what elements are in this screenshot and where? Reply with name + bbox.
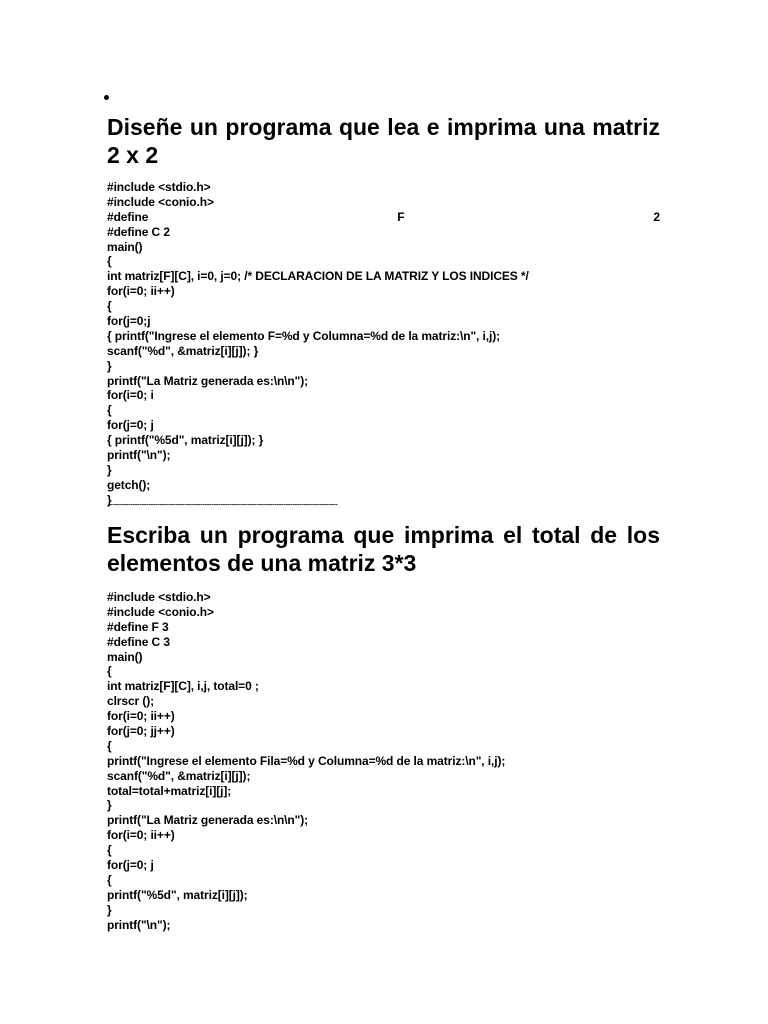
code-line: #define F 3	[107, 619, 169, 634]
code-line: }	[107, 462, 112, 477]
code-line: #define C 3	[107, 634, 170, 649]
section1-code	[107, 180, 667, 508]
code-line: total=total+matriz[i][j];	[107, 783, 232, 798]
code-line: #include <conio.h>	[107, 604, 214, 619]
code-line: {	[107, 254, 112, 269]
separator-line: ******************************************************************************************************	[107, 504, 337, 510]
section2-code	[107, 590, 667, 932]
define-row	[107, 210, 660, 225]
code-line: #include <stdio.h>	[107, 590, 211, 604]
code-line: for(j=0; jj++)	[107, 724, 175, 739]
code-line: #include <stdio.h>	[107, 180, 211, 194]
code-line: #include <conio.h>	[107, 194, 214, 209]
code-line: for(i=0; ii++)	[107, 709, 175, 724]
code-line: scanf("%d", &matriz[i][j]); }	[107, 343, 259, 358]
code-line: {	[107, 299, 112, 314]
code-line: main()	[107, 239, 143, 254]
code-line: #define C 2	[107, 224, 170, 239]
code-line: }	[107, 902, 112, 917]
code-line: scanf("%d", &matriz[i][j]);	[107, 768, 251, 783]
code-line: }	[107, 358, 112, 373]
code-line: {	[107, 738, 112, 753]
define-name: F	[397, 209, 405, 224]
code-line: getch();	[107, 477, 151, 492]
define-value: 2	[653, 209, 660, 224]
section1-title: Diseñe un programa que lea e imprima una matriz 2 x 2	[107, 114, 660, 168]
code-line: for(i=0; ii++)	[107, 284, 175, 299]
code-line: }	[107, 798, 112, 813]
code-line: clrscr ();	[107, 694, 155, 709]
code-line: { printf("Ingrese el elemento F=%d y Columna=%d de la matriz:\n", i,j);	[107, 328, 501, 343]
code-line: }	[107, 492, 112, 507]
code-line: printf("La Matriz generada es:\n\n");	[107, 373, 309, 388]
section2-title: Escriba un programa que imprima el total de los elementos de una matriz 3*3	[107, 522, 660, 576]
code-line: for(i=0; ii++)	[107, 828, 175, 843]
bullet-point	[104, 95, 109, 100]
code-line: { printf("%5d", matriz[i][j]); }	[107, 433, 264, 448]
code-line: main()	[107, 649, 143, 664]
code-line: for(j=0;j	[107, 314, 151, 329]
code-line: {	[107, 664, 112, 679]
code-line: {	[107, 403, 112, 418]
code-line: printf("\n");	[107, 448, 171, 463]
code-line: printf("Ingrese el elemento Fila=%d y Columna=%d de la matriz:\n", i,j);	[107, 753, 506, 768]
code-line: printf("\n");	[107, 917, 171, 932]
code-line: printf("%5d", matriz[i][j]);	[107, 887, 248, 902]
code-line: {	[107, 872, 112, 887]
code-line: int matriz[F][C], i,j, total=0 ;	[107, 679, 259, 694]
code-line: printf("La Matriz generada es:\n\n");	[107, 813, 309, 828]
code-line: int matriz[F][C], i=0, j=0; /* DECLARACION DE LA MATRIZ Y LOS INDICES */	[107, 269, 529, 284]
define-keyword: #define	[107, 209, 149, 224]
code-line: for(j=0; j	[107, 418, 154, 433]
code-line: for(i=0; i	[107, 388, 154, 403]
code-line: for(j=0; j	[107, 858, 154, 873]
code-line: {	[107, 843, 112, 858]
